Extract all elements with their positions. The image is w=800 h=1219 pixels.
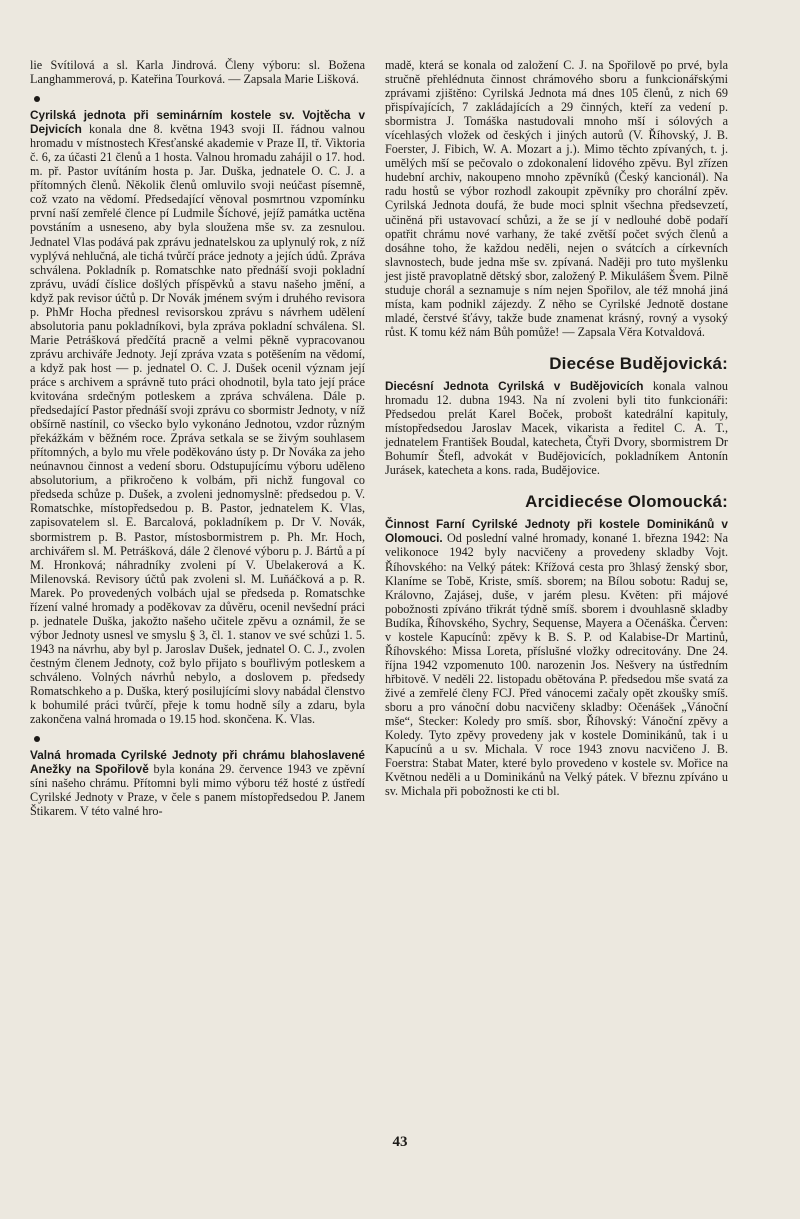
article-title: Diecésní Jednota Cyrilská v Budějovicích xyxy=(385,378,644,393)
article-sporilov xyxy=(30,748,365,818)
article-body: byla konána 29. července 1943 ve zpěvní síni našeho chrámu. Přítomni byli mimo výboru též hosté z ústředí Cyrilské Jednoty v Praze, v čele s panem místopředsedou P. Janem Štikarem. V této valné hro- xyxy=(30,762,365,819)
article-olomouc xyxy=(385,517,728,798)
paragraph-closing-note: lie Svítilová a sl. Karla Jindrová. Členy výboru: sl. Božena Langhammerová, p. Kateřina Tourková. — Zapsala Marie Lišková. xyxy=(30,58,365,87)
article-dejvice xyxy=(30,108,365,726)
article-body: konala dne 8. května 1943 svoji II. řádnou valnou hromadu v místnostech Křesťanské akademie v Praze II, tř. Viktoria č. 6, za účasti 21 členů a 1 hosta. Valnou hromadu zahájil o 17. hod. m. př. Pastor uvítáním hosta p. Jar. Duška, jednatele O. C. J. a přítomných členů. Několik členů omluvilo svoji neúčast písemně, což vzato na vědomí. Předsedající věnoval posmrtnou vzpomínku první naší zemřelé člence pí Ludmile Šíchové, jejíž památka uctěna povstáním a usneseno, aby byla sloužena mše sv. za zesnulou. Jednatel Vlas podává pak zprávu jednatelskou za uplynulý rok, z níž vyplývá nehlučná, ale tichá tvůrčí práce jednoty a jejích údů. Zpráva schválena. Pokladník p. Romatschke nato přednáší svoji pokladní zprávu, uvádí číslice došlých příspěvků a stavu našeho jmění, a když pak revisor účtů p. Dr Novák jménem svým i druhého revisora p. PhMr Hocha přednesl revisorskou zprávu s návrhem udělení absolutoria panu pokladníkovi, byla zpráva pokladní schválena. Sl. Marie Petrášková předčítá pracně a velmi pěkně vypracovanou zprávu archiváře Jednoty. Její zpráva vzata s potěšením na vědomí, a když pak host — p. jednatel O. C. J. Dušek ocenil význam její práce s archivem a správně tuto práci ohodnotil, byla tato její práce kvitována srdečným potleskem a zpráva schválena. Dále p. předsedající Pastor přednáší svoji zprávu co sbormistr Jednoty, v níž obšírně nastínil, co všecko bylo vykonáno Jednotou, vzdor různým překážkám v běžném roce. Zpráva setkala se se živým souhlasem přítomných, a bylo mu vřele poděkováno ústy p. Dr Nováka za jeho neúnavnou činnost a vedení sboru. Odstupujícímu výboru uděleno absolutorium, a přikročeno k volbám, při nichž fungoval co předseda schůze p. Dušek, a zvoleni jednomyslně: předsedou p. V. Romatschke, místopředsedou p. B. Pastor, jednatelem K. Vlas, zapisovatelem sl. E. Barcalová, pokladníkem p. Dr V. Novák, sbormistrem p. B. Pastor, místosbormistrem p. Ph. Mr. Hoch, archivářem sl. M. Petrášková, dále 2 členové výboru p. J. Bártů a pí M. Hronková; náhradníky zvoleni pí V. Ubelakerová a K. Milenovská. Revisory účtů pak zvoleni sl. M. Luňáčková a p. R. Marek. Po provedených volbách ujal se předseda p. Romatschke řízení valné hromady a poděkovav za důvěru, ocenil nevšední práci p. jednatele Duška, jakožto našeho učitele zpěvu a oznámil, že se výbor Jednoty usnesl ve smyslu § 3, čl. 1. stanov ve své schůzi 1. 5. 1943 na návrhu, aby byl p. Jaroslav Dušek, jednatel O. C. J., zvolen čestným členem Jednoty, což bylo přijato s bouřlivým potleskem a schváleno. Volných návrhů nebylo, a doslovem p. předsedy Romatschkeho a p. Duška, který posilujícími slovy nabádal členstvo k bohumilé práci tvůrčí, přeje k tomu hodně síly a zdaru, byla zakončena valná hromada o 19.15 hod. skončena. K. Vlas. xyxy=(30,122,365,727)
article-body: Od poslední valné hromady, konané 1. března 1942: Na velikonoce 1942 byly nacvičeny a provedeny skladby Vojt. Říhovského: na Velký pátek: Křížová cesta pro 3hlasý ženský sbor, Klaníme se Tobě, Kriste, smíš. sborem; na Bílou sobotu: Raduj se, Královno, Zajásej, duše, v jarém plesu. Květen: při májové pobožnosti zpíváno třikrát týdně smíš. sborem i dvouhlasně skladby Budíka, Říhovského, Sychry, Sequense, Mayera a Očenáška. Červen: v kostele Kapucínů: zpěvy k B. S. P. od Kalabise-Dr Martinů, Říhovského: Missa Loreta, příslušné vložky odrecitovány. Dne 24. října 1942 vzpomenuto 100. narozenin Jos. Nešvery na ústředním hřbitově. V neděli 22. listopadu obětována P. předsedou mše svatá za živé a zemřelé členy FCJ. Před vánocemi začaly opět zkoušky smíš. sboru a pro vánoční dobu nacvičeny skladby: Očenášek „Vánoční mše“, Stecker: Koledy pro smíš. sbor, Říhovský: Vánoční zpěvy a Koledy. Tyto zpěvy provedeny jak v kostele Dominikánů, tak i u Kapucínů a u sv. Michala. V roce 1943 znovu nacvičeno J. B. Foerstra: Stabat Mater, které bylo provedeno v kostele sv. Mořice na Květnou neděli a u Dominikánů na Velký pátek. V březnu zpíváno u sv. Michala při pobožnosti ke cti bl. xyxy=(385,531,728,799)
paragraph-sporilov-continued: madě, která se konala od založení C. J. na Spořilově po prvé, byla stručně přehlédnuta činnost chrámového sboru a funkcionářskými zprávami zjištěno: Cyrilská Jednota má dnes 105 členů, z nich 69 přispívajících, 7 zakládajících a 29 činných, kteří za vedení p. sbormistra J. Tomáška nastudovali mnoho mší i sólových a vícehlasých vložek od českých i jiných autorů (V. Říhovský, J. B. Foerster, J. Fibich, W. A. Mozart a j.). Mimo těchto zpívaných, t. j. umělých mší se pečovalo o zdokonalení lidového zpěvu. Byl zřízen hudební archiv, nakoupeno mnoho zpěvníků (Český kancionál). Na radu hostů se výbor rozhodl zakoupit zpěvníky pro chorální zpěv. Cyrilská Jednota doufá, že bude moci splnit všechna předsevzetí, učiněná při ustavovací schůzi, a že se jí v nedlouhé době podaří opatřit chrámu nové varhany, že také zvětší počet svých členů a dosáhne toho, že každou neděli, nejen o svátcích a církevních slavnostech, bude jedna mše sv. zpívaná. Naději pro tuto myšlenku jest jistě pravoplatně dětský sbor, založený P. Mikulášem Švem. Pilně studuje chorál a seznamuje s ním nejen Spořilov, ale též mnohá jiná místa, kam podnikl zájezdy. Z něho se Cyrilské Jednotě dostane mladé, čerstvé šťávy, takže bude znamenat krásný, rovný a vysoký růst. K tomu kéž nám Bůh pomůže! — Zapsala Věra Kotvaldová. xyxy=(385,58,728,339)
article-body: konala valnou hromadu 12. dubna 1943. Na ní zvoleni byli tito funkcionáři: Předsedou prelát Karel Boček, probošt katedrální kapituly, místopředsedou Jaroslav Macek, vikarista a ředitel C. A. T., jednatelem František Boudal, katecheta, Čtyři Dvory, sbormistrem Dr Bohumír Štefl, advokát v Budějovicích, pokladníkem Antonín Jurásek, katecheta a kons. rada, Budějovice. xyxy=(385,378,728,478)
bullet-icon xyxy=(34,736,40,742)
section-heading-budejovice: Diecése Budějovická: xyxy=(549,353,728,373)
article-title: Valná hromada Cyrilské Jednoty při chrámu blahoslavené Anežky na Spořilově xyxy=(30,748,365,777)
right-column xyxy=(385,58,728,800)
bullet-icon xyxy=(34,96,40,102)
article-title: Činnost Farní Cyrilské Jednoty při kostele Dominikánů v Olomouci. xyxy=(385,517,728,546)
article-title: Cyrilská jednota při seminárním kostele sv. Vojtěcha v Dejvicích xyxy=(30,108,365,137)
page-number: 43 xyxy=(392,1134,408,1150)
article-budejovice xyxy=(385,379,728,477)
left-column xyxy=(30,58,365,820)
section-heading-olomouc: Arcidiecése Olomoucká: xyxy=(525,492,728,512)
